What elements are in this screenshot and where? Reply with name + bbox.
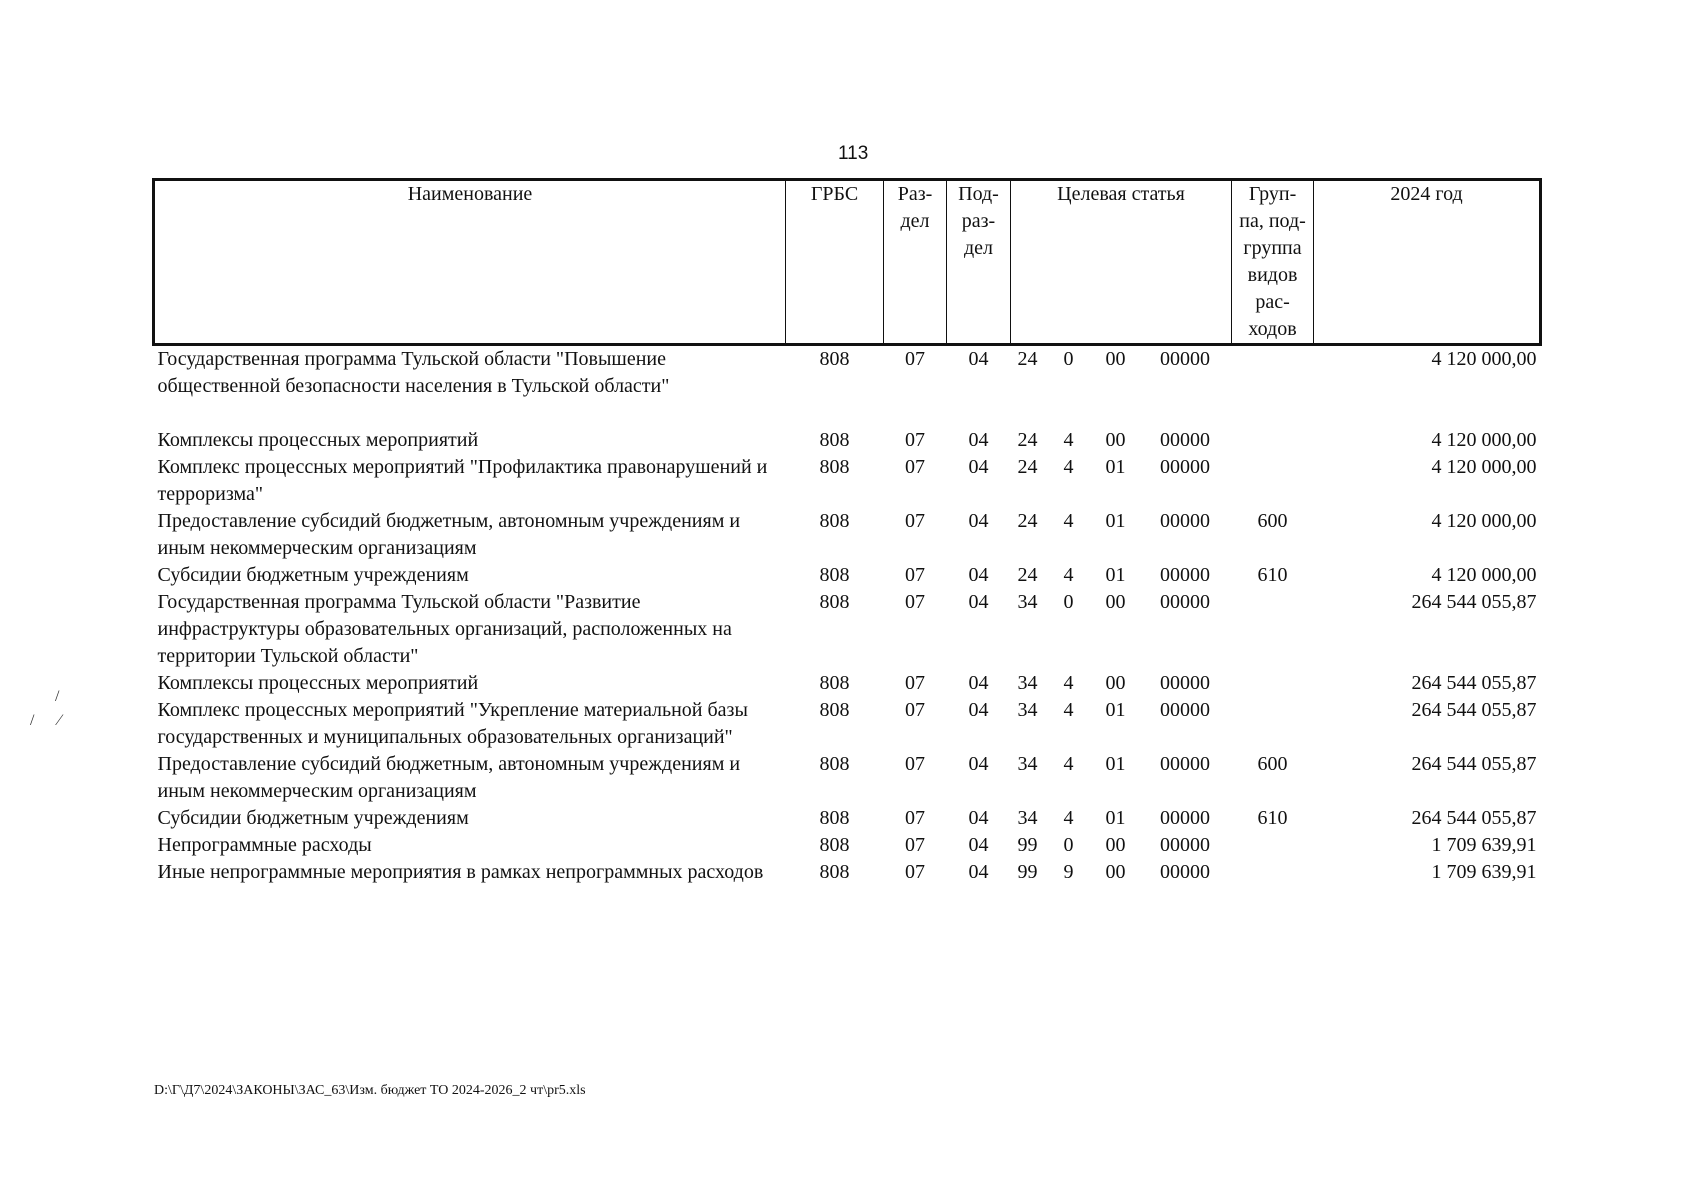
table-header — [154, 180, 1541, 345]
cell-ts3: 01 — [1105, 807, 1126, 829]
cell-ts4: 00000 — [1160, 510, 1211, 532]
margin-mark: ⁄ — [58, 712, 61, 729]
cell-grbs: 808 — [819, 564, 850, 586]
cell-name: Комплекс процессных мероприятий "Укрепление материальной базы государственных и муниципальных образовательных организаций" — [157, 699, 748, 748]
cell-grbs: 808 — [819, 429, 850, 451]
cell-ts1: 24 — [1017, 456, 1038, 478]
cell-razdel: 07 — [905, 861, 925, 883]
header-group: Груп- па, под- группа видов рас- ходов — [1232, 180, 1314, 345]
table-row — [154, 832, 1541, 859]
table-row — [154, 508, 1541, 562]
cell-razdel: 07 — [905, 429, 925, 451]
cell-name: Комплекс процессных мероприятий "Профилактика правонарушений и терроризма" — [157, 456, 768, 505]
budget-table — [152, 178, 1542, 886]
cell-ts2: 0 — [1063, 834, 1074, 856]
cell-ts4: 00000 — [1160, 591, 1211, 613]
cell-podrazdel: 04 — [968, 564, 989, 586]
cell-amount: 264 544 055,87 — [1411, 699, 1537, 721]
cell-ts2: 0 — [1063, 348, 1074, 370]
cell-razdel: 07 — [905, 699, 925, 721]
cell-ts3: 00 — [1105, 348, 1126, 370]
cell-group — [1232, 670, 1314, 697]
cell-ts3: 01 — [1105, 564, 1126, 586]
cell-ts1: 34 — [1017, 807, 1038, 829]
cell-ts4: 00000 — [1160, 564, 1211, 586]
cell-ts4: 00000 — [1160, 699, 1211, 721]
cell-ts4: 00000 — [1160, 753, 1211, 775]
cell-amount: 264 544 055,87 — [1411, 807, 1537, 829]
cell-ts3: 01 — [1105, 699, 1126, 721]
cell-amount: 264 544 055,87 — [1411, 591, 1537, 613]
cell-ts1: 34 — [1017, 699, 1038, 721]
table-row — [154, 562, 1541, 589]
cell-ts4: 00000 — [1160, 429, 1211, 451]
cell-ts3: 01 — [1105, 753, 1126, 775]
cell-group — [1232, 832, 1314, 859]
cell-razdel: 07 — [905, 456, 925, 478]
cell-ts2: 4 — [1063, 699, 1074, 721]
cell-ts1: 24 — [1017, 564, 1038, 586]
cell-name: Непрограммные расходы — [157, 834, 372, 856]
cell-ts2: 4 — [1063, 753, 1074, 775]
cell-podrazdel: 04 — [968, 834, 989, 856]
table-body — [154, 345, 1541, 887]
cell-name: Государственная программа Тульской области "Повышение общественной безопасности населения в Тульской области" — [157, 348, 670, 397]
header-grbs: ГРБС — [786, 180, 884, 345]
cell-ts1: 34 — [1017, 753, 1038, 775]
cell-ts2: 0 — [1063, 591, 1074, 613]
cell-name: Комплексы процессных мероприятий — [157, 429, 479, 451]
cell-grbs: 808 — [819, 861, 850, 883]
margin-mark: / — [55, 688, 60, 705]
cell-group: 610 — [1257, 564, 1288, 586]
cell-name: Государственная программа Тульской области "Развитие инфраструктуры образовательных организаций, расположенных на территории Тульской области" — [157, 591, 732, 667]
cell-ts2: 4 — [1063, 807, 1074, 829]
cell-ts2: 4 — [1063, 456, 1074, 478]
cell-ts3: 00 — [1105, 672, 1126, 694]
cell-amount: 4 120 000,00 — [1431, 456, 1537, 478]
cell-ts2: 4 — [1063, 564, 1074, 586]
cell-podrazdel: 04 — [968, 807, 989, 829]
cell-amount: 4 120 000,00 — [1431, 564, 1537, 586]
table-row — [154, 697, 1541, 751]
cell-grbs: 808 — [819, 834, 850, 856]
cell-ts1: 34 — [1017, 672, 1038, 694]
margin-mark: / — [30, 712, 35, 729]
cell-ts4: 00000 — [1160, 834, 1211, 856]
cell-ts4: 00000 — [1160, 348, 1211, 370]
table-row — [154, 751, 1541, 805]
cell-ts1: 24 — [1017, 510, 1038, 532]
cell-razdel: 07 — [905, 591, 925, 613]
cell-ts4: 00000 — [1160, 861, 1211, 883]
cell-ts1: 24 — [1017, 348, 1038, 370]
cell-grbs: 808 — [819, 510, 850, 532]
cell-name: Предоставление субсидий бюджетным, автономным учреждениям и иным некоммерческим организациям — [157, 753, 741, 802]
cell-grbs: 808 — [819, 348, 850, 370]
cell-group — [1232, 427, 1314, 454]
cell-ts1: 24 — [1017, 429, 1038, 451]
cell-grbs: 808 — [819, 699, 850, 721]
cell-podrazdel: 04 — [968, 861, 989, 883]
cell-name: Иные непрограммные мероприятия в рамках непрограммных расходов — [157, 861, 764, 883]
cell-ts4: 00000 — [1160, 672, 1211, 694]
table-row — [154, 454, 1541, 508]
cell-ts3: 00 — [1105, 591, 1126, 613]
cell-group: 600 — [1257, 753, 1288, 775]
cell-podrazdel: 04 — [968, 510, 989, 532]
cell-podrazdel: 04 — [968, 348, 989, 370]
cell-ts4: 00000 — [1160, 456, 1211, 478]
header-year: 2024 год — [1314, 180, 1541, 345]
cell-ts3: 00 — [1105, 834, 1126, 856]
cell-razdel: 07 — [905, 672, 925, 694]
cell-razdel: 07 — [905, 564, 925, 586]
cell-podrazdel: 04 — [968, 456, 989, 478]
cell-ts3: 00 — [1105, 861, 1126, 883]
cell-podrazdel: 04 — [968, 753, 989, 775]
table-row — [154, 427, 1541, 454]
cell-ts1: 99 — [1017, 834, 1038, 856]
cell-podrazdel: 04 — [968, 699, 989, 721]
cell-group — [1232, 589, 1314, 670]
cell-razdel: 07 — [905, 834, 925, 856]
cell-name: Субсидии бюджетным учреждениям — [157, 807, 469, 829]
cell-name: Предоставление субсидий бюджетным, автономным учреждениям и иным некоммерческим организациям — [157, 510, 741, 559]
cell-podrazdel: 04 — [968, 672, 989, 694]
cell-ts3: 01 — [1105, 456, 1126, 478]
table-row — [154, 589, 1541, 670]
cell-amount: 4 120 000,00 — [1431, 348, 1537, 370]
cell-ts2: 4 — [1063, 672, 1074, 694]
cell-group: 600 — [1257, 510, 1288, 532]
cell-ts1: 34 — [1017, 591, 1038, 613]
cell-ts3: 00 — [1105, 429, 1126, 451]
cell-grbs: 808 — [819, 591, 850, 613]
cell-amount: 1 709 639,91 — [1431, 861, 1537, 883]
footer-file-path: D:\Г\Д7\2024\ЗАКОНЫ\ЗАС_63\Изм. бюджет ТО 2024-2026_2 чт\pr5.xls — [154, 1083, 586, 1098]
header-target: Целевая статья — [1011, 180, 1232, 345]
cell-ts1: 99 — [1017, 861, 1038, 883]
page-number: 113 — [838, 143, 869, 164]
cell-podrazdel: 04 — [968, 591, 989, 613]
cell-amount: 4 120 000,00 — [1431, 510, 1537, 532]
header-podrazdel: Под- раз- дел — [947, 180, 1011, 345]
cell-razdel: 07 — [905, 510, 925, 532]
cell-amount: 4 120 000,00 — [1431, 429, 1537, 451]
header-razdel: Раз- дел — [884, 180, 947, 345]
cell-grbs: 808 — [819, 456, 850, 478]
cell-group — [1232, 454, 1314, 508]
cell-name: Комплексы процессных мероприятий — [157, 672, 479, 694]
table-row — [154, 670, 1541, 697]
cell-ts2: 4 — [1063, 429, 1074, 451]
header-name: Наименование — [154, 180, 786, 345]
cell-amount: 264 544 055,87 — [1411, 672, 1537, 694]
cell-razdel: 07 — [905, 807, 925, 829]
cell-razdel: 07 — [905, 348, 925, 370]
table-row — [154, 859, 1541, 886]
cell-group — [1232, 697, 1314, 751]
cell-grbs: 808 — [819, 807, 850, 829]
cell-grbs: 808 — [819, 672, 850, 694]
cell-amount: 264 544 055,87 — [1411, 753, 1537, 775]
cell-amount: 1 709 639,91 — [1431, 834, 1537, 856]
cell-group — [1232, 859, 1314, 886]
cell-ts2: 4 — [1063, 510, 1074, 532]
table-row — [154, 805, 1541, 832]
cell-group — [1232, 345, 1314, 428]
cell-ts3: 01 — [1105, 510, 1126, 532]
cell-ts4: 00000 — [1160, 807, 1211, 829]
cell-podrazdel: 04 — [968, 429, 989, 451]
cell-ts2: 9 — [1063, 861, 1074, 883]
cell-razdel: 07 — [905, 753, 925, 775]
cell-grbs: 808 — [819, 753, 850, 775]
cell-group: 610 — [1257, 807, 1288, 829]
table-row — [154, 345, 1541, 428]
cell-name: Субсидии бюджетным учреждениям — [157, 564, 469, 586]
